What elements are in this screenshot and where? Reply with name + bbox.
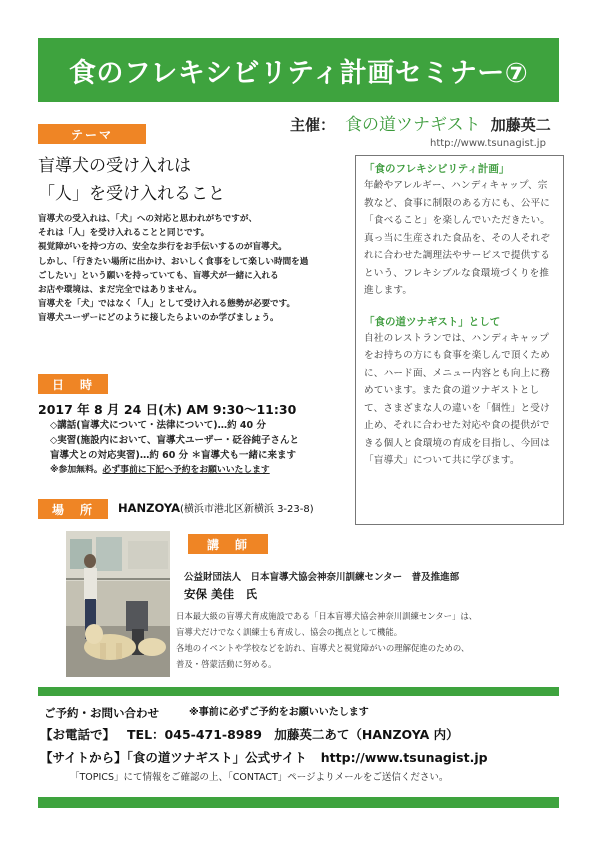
green-divider-bottom	[38, 797, 559, 808]
bio-line: 盲導犬だけでなく訓練士も育成し、協会の拠点として機能。	[176, 627, 403, 637]
reservation-note	[50, 463, 358, 478]
contact-section	[40, 703, 560, 787]
program-item: 盲導犬との対応実習)…約 60 分 ＊盲導犬も一緒に来ます	[50, 450, 296, 461]
theme-line: ごしたい」という願いを持っていても、盲導犬が一緒に入れる	[38, 270, 279, 281]
theme-tag: テーマ	[38, 124, 146, 144]
phone-label: 【お電話で】	[40, 727, 116, 742]
note-underlined: 必ず事前に下記へ予約をお願いいたします	[102, 465, 270, 475]
theme-line: それは「人」を受け入れることと同じです。	[38, 228, 210, 239]
venue-text	[118, 500, 314, 515]
contact-warning: ※事前に必ずご予約をお願いいたします	[189, 707, 369, 718]
organizer-line	[290, 110, 562, 134]
speaker-name: 安保 美佳 氏	[184, 587, 258, 601]
site-row	[40, 746, 560, 769]
website-url[interactable]: http://www.tsunagist.jp	[430, 138, 546, 149]
theme-description	[38, 212, 356, 326]
bio-line: 各地のイベントや学校などを訪れ、盲導犬と視覚障がいの理解促進のための、	[176, 643, 470, 653]
venue-name: HANZOYA	[118, 501, 180, 515]
info-body-plan: 年齢やアレルギー、ハンディキャップ、宗教など、食事に制限のある方にも、公平に「食べること」を楽しんでいただきたい。真っ当に生産された食品を、その人それぞれに合わせた調理法やサービスで提供するという、フレキシブルな食環境づくりを推進します。	[364, 180, 551, 296]
phone-row	[40, 723, 560, 746]
info-heading-plan: 「食のフレキシビリティ計画」	[364, 163, 510, 175]
bio-line: 日本最大級の盲導犬育成施設である「日本盲導犬協会神奈川訓練センター」は、	[176, 611, 478, 621]
theme-line: 盲導犬ユーザーにどのように接したらよいのか学びましょう。	[38, 313, 279, 324]
venue-address: (横浜市港北区新横浜 3-23-8)	[179, 504, 314, 515]
speaker-bio	[176, 608, 566, 672]
organizer-brand: 食の道ツナギスト	[345, 115, 481, 135]
theme-heading	[38, 152, 338, 208]
speaker-photo	[66, 531, 170, 677]
event-date: 2017 年 8 月 24 日(木) AM 9:30～11:30	[38, 402, 297, 417]
datetime-tag: 日 時	[38, 374, 108, 394]
program-item: ◇講話(盲導犬について・法律について)…約 40 分	[50, 420, 266, 431]
datetime-block	[38, 400, 358, 478]
bio-line: 普及・啓蒙活動に努める。	[176, 659, 277, 669]
event-title: 食のフレキシビリティ計画セミナー⑦	[68, 57, 529, 89]
green-divider-top	[38, 687, 559, 696]
organizer-label: 主催：	[290, 116, 336, 134]
contact-title: ご予約・お問い合わせ	[44, 706, 159, 720]
site-label: 【サイトから】「食の道ツナギスト」公式サイト	[40, 750, 307, 765]
topics-instruction: 「TOPICS」にて情報をご確認の上、「CONTACT」ページよりメールをご送信ください。	[70, 772, 449, 783]
organizer-person: 加藤英二	[490, 116, 551, 134]
theme-line: 視覚障がいを持つ方の、安全な歩行をお手伝いするのが盲導犬。	[38, 242, 287, 253]
contact-title-row	[40, 703, 560, 723]
speaker-tag: 講 師	[188, 534, 268, 554]
theme-line: 盲導犬を「犬」ではなく「人」として受け入れる態勢が必要です。	[38, 299, 296, 310]
theme-heading-line2: 「人」を受け入れること	[38, 184, 225, 204]
event-title-banner	[38, 38, 559, 102]
note-prefix: ※参加無料。	[50, 465, 103, 475]
venue-tag: 場 所	[38, 499, 108, 519]
speaker-organization: 公益財団法人 日本盲導犬協会神奈川訓練センター 普及推進部	[184, 572, 460, 583]
phone-number[interactable]: TEL：045-471-8989 加藤英二あて（HANZOYA 内）	[127, 727, 459, 742]
theme-line: お店や環境は、まだ完全ではありません。	[38, 285, 202, 296]
info-body-tsunagist: 自社のレストランでは、ハンディキャップをお持ちの方にも食事を楽しんで頂くために、ハード面、メニュー内容とも向上に務めています。また食の道ツナギストとして、さまざまな人の違いを「個性」と受け止め、それに合わせた対応や食の提供ができる個人と食環境の育成を目指し、今回は「盲導犬」について共に学びます。	[364, 332, 551, 466]
theme-line: しかし、「行きたい場所に出かけ、おいしく食事をして楽しい時間を過	[38, 256, 309, 267]
info-sidebar-box	[355, 155, 564, 525]
info-heading-tsunagist: 「食の道ツナギスト」として	[364, 315, 501, 328]
program-item: ◇実習(施設内において、盲導犬ユーザー・砭谷純子さんと	[50, 435, 299, 446]
theme-heading-line1: 盲導犬の受け入れは	[38, 156, 191, 176]
theme-line: 盲導犬の受入れは、「犬」への対応と思われがちですが、	[38, 214, 258, 224]
site-url-link[interactable]: http://www.tsunagist.jp	[320, 750, 488, 765]
